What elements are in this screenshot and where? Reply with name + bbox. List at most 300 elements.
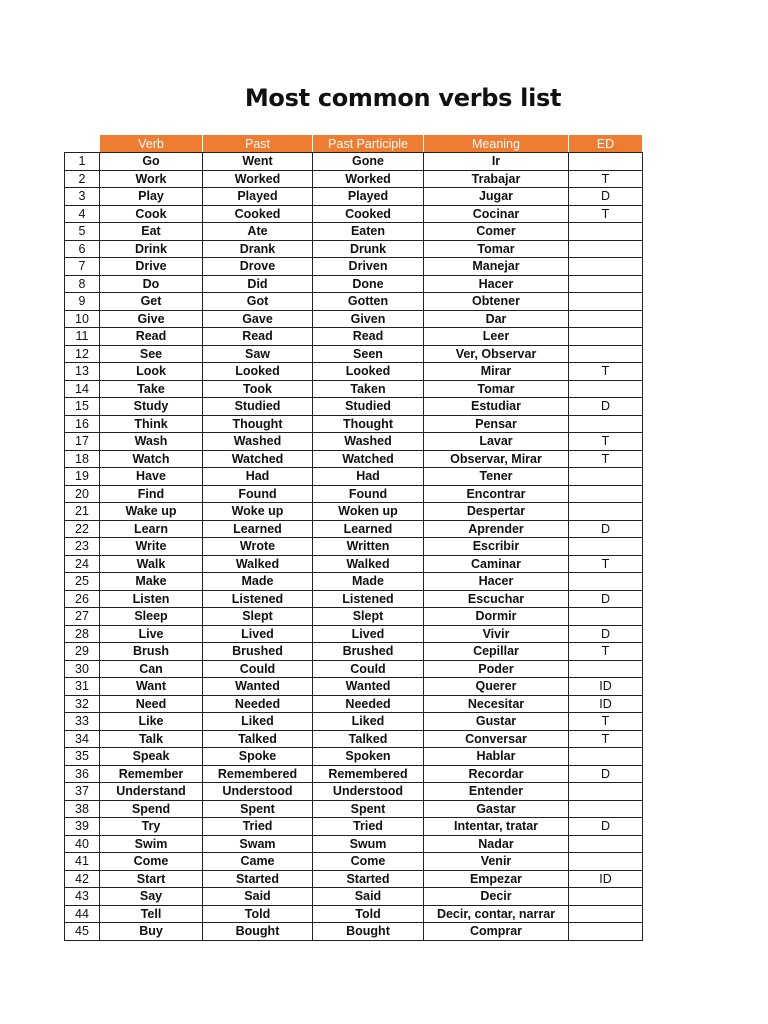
past-cell: Needed <box>203 695 313 713</box>
past-cell: Read <box>203 328 313 346</box>
ed-cell <box>569 853 643 871</box>
verb-cell: Wake up <box>100 503 203 521</box>
ed-cell: T <box>569 730 643 748</box>
ed-cell: D <box>569 520 643 538</box>
ed-cell: D <box>569 188 643 206</box>
table-header-row <box>65 135 643 153</box>
table-row <box>65 870 643 888</box>
row-number-cell: 34 <box>65 730 100 748</box>
meaning-cell: Entender <box>424 783 569 801</box>
past-participle-cell: Looked <box>313 363 424 381</box>
table-row <box>65 380 643 398</box>
row-number-cell: 22 <box>65 520 100 538</box>
verb-cell: Try <box>100 818 203 836</box>
ed-cell <box>569 310 643 328</box>
row-number-cell: 23 <box>65 538 100 556</box>
past-participle-cell: Told <box>313 905 424 923</box>
row-number-cell: 42 <box>65 870 100 888</box>
past-participle-cell: Spent <box>313 800 424 818</box>
ed-cell <box>569 345 643 363</box>
past-cell: Walked <box>203 555 313 573</box>
verb-cell: Have <box>100 468 203 486</box>
verb-cell: Listen <box>100 590 203 608</box>
verb-cell: Spend <box>100 800 203 818</box>
meaning-cell: Estudiar <box>424 398 569 416</box>
meaning-cell: Empezar <box>424 870 569 888</box>
row-number-cell: 35 <box>65 748 100 766</box>
past-cell: Worked <box>203 170 313 188</box>
ed-cell: D <box>569 625 643 643</box>
meaning-cell: Necesitar <box>424 695 569 713</box>
past-cell: Took <box>203 380 313 398</box>
past-cell: Liked <box>203 713 313 731</box>
past-participle-cell: Seen <box>313 345 424 363</box>
ed-cell <box>569 783 643 801</box>
past-participle-cell: Studied <box>313 398 424 416</box>
table-row <box>65 520 643 538</box>
ed-cell <box>569 153 643 171</box>
table-row <box>65 433 643 451</box>
meaning-cell: Intentar, tratar <box>424 818 569 836</box>
row-number-cell: 21 <box>65 503 100 521</box>
past-participle-cell: Liked <box>313 713 424 731</box>
meaning-cell: Hacer <box>424 275 569 293</box>
verb-cell: Make <box>100 573 203 591</box>
meaning-cell: Decir, contar, narrar <box>424 905 569 923</box>
verb-cell: Understand <box>100 783 203 801</box>
table-row <box>65 310 643 328</box>
meaning-cell: Encontrar <box>424 485 569 503</box>
meaning-cell: Poder <box>424 660 569 678</box>
past-cell: Said <box>203 888 313 906</box>
ed-cell <box>569 538 643 556</box>
past-cell: Saw <box>203 345 313 363</box>
meaning-cell: Recordar <box>424 765 569 783</box>
table-row <box>65 783 643 801</box>
ed-cell: ID <box>569 870 643 888</box>
past-participle-cell: Could <box>313 660 424 678</box>
past-cell: Looked <box>203 363 313 381</box>
past-participle-cell: Listened <box>313 590 424 608</box>
past-participle-cell: Come <box>313 853 424 871</box>
past-cell: Had <box>203 468 313 486</box>
meaning-cell: Manejar <box>424 258 569 276</box>
past-cell: Came <box>203 853 313 871</box>
row-number-cell: 37 <box>65 783 100 801</box>
verb-cell: Read <box>100 328 203 346</box>
past-participle-cell: Drunk <box>313 240 424 258</box>
verb-cell: Brush <box>100 643 203 661</box>
ed-cell <box>569 748 643 766</box>
ed-cell: ID <box>569 678 643 696</box>
meaning-cell: Hablar <box>424 748 569 766</box>
verb-cell: Sleep <box>100 608 203 626</box>
verb-cell: Think <box>100 415 203 433</box>
meaning-cell: Venir <box>424 853 569 871</box>
table-row <box>65 625 643 643</box>
table-row <box>65 713 643 731</box>
past-cell: Drove <box>203 258 313 276</box>
table-row <box>65 153 643 171</box>
table-row <box>65 573 643 591</box>
ed-cell <box>569 608 643 626</box>
past-cell: Bought <box>203 923 313 941</box>
verb-cell: Speak <box>100 748 203 766</box>
past-participle-cell: Thought <box>313 415 424 433</box>
past-cell: Went <box>203 153 313 171</box>
ed-cell <box>569 275 643 293</box>
past-participle-cell: Swum <box>313 835 424 853</box>
table-row <box>65 608 643 626</box>
table-row <box>65 643 643 661</box>
meaning-cell: Tomar <box>424 240 569 258</box>
verb-cell: Drink <box>100 240 203 258</box>
row-number-cell: 8 <box>65 275 100 293</box>
past-participle-cell: Wanted <box>313 678 424 696</box>
past-participle-cell: Spoken <box>313 748 424 766</box>
past-cell: Tried <box>203 818 313 836</box>
row-number-cell: 40 <box>65 835 100 853</box>
table-row <box>65 818 643 836</box>
table-row <box>65 923 643 941</box>
row-number-cell: 17 <box>65 433 100 451</box>
meaning-cell: Ir <box>424 153 569 171</box>
ed-cell <box>569 328 643 346</box>
verb-cell: Go <box>100 153 203 171</box>
past-participle-cell: Talked <box>313 730 424 748</box>
verb-cell: Work <box>100 170 203 188</box>
row-number-cell: 29 <box>65 643 100 661</box>
row-number-cell: 43 <box>65 888 100 906</box>
ed-cell <box>569 485 643 503</box>
table-row <box>65 275 643 293</box>
verb-cell: Do <box>100 275 203 293</box>
table-row <box>65 188 643 206</box>
row-number-cell: 20 <box>65 485 100 503</box>
ed-cell: T <box>569 433 643 451</box>
past-cell: Told <box>203 905 313 923</box>
past-cell: Found <box>203 485 313 503</box>
verb-cell: Tell <box>100 905 203 923</box>
table-row <box>65 905 643 923</box>
table-row <box>65 888 643 906</box>
table-row <box>65 485 643 503</box>
meaning-cell: Cocinar <box>424 205 569 223</box>
verb-cell: Buy <box>100 923 203 941</box>
table-row <box>65 415 643 433</box>
verb-cell: Can <box>100 660 203 678</box>
ed-cell: T <box>569 713 643 731</box>
ed-cell <box>569 660 643 678</box>
table-row <box>65 853 643 871</box>
past-participle-cell: Tried <box>313 818 424 836</box>
meaning-cell: Tener <box>424 468 569 486</box>
past-participle-cell: Washed <box>313 433 424 451</box>
verb-cell: Find <box>100 485 203 503</box>
past-cell: Wanted <box>203 678 313 696</box>
table-row <box>65 835 643 853</box>
past-participle-cell: Lived <box>313 625 424 643</box>
past-participle-cell: Slept <box>313 608 424 626</box>
past-cell: Started <box>203 870 313 888</box>
past-cell: Made <box>203 573 313 591</box>
verb-cell: Walk <box>100 555 203 573</box>
past-participle-cell: Cooked <box>313 205 424 223</box>
table-row <box>65 748 643 766</box>
table-row <box>65 695 643 713</box>
verb-cell: Watch <box>100 450 203 468</box>
past-cell: Played <box>203 188 313 206</box>
row-number-cell: 12 <box>65 345 100 363</box>
row-number-cell: 9 <box>65 293 100 311</box>
ed-cell: D <box>569 818 643 836</box>
verb-cell: Write <box>100 538 203 556</box>
verb-cell: Learn <box>100 520 203 538</box>
header-verb: Verb <box>100 135 203 153</box>
header-corner-cell <box>65 135 100 153</box>
verb-cell: See <box>100 345 203 363</box>
past-cell: Spoke <box>203 748 313 766</box>
past-cell: Studied <box>203 398 313 416</box>
row-number-cell: 16 <box>65 415 100 433</box>
table-row <box>65 363 643 381</box>
past-cell: Swam <box>203 835 313 853</box>
ed-cell <box>569 905 643 923</box>
past-participle-cell: Made <box>313 573 424 591</box>
row-number-cell: 45 <box>65 923 100 941</box>
table-row <box>65 800 643 818</box>
past-cell: Talked <box>203 730 313 748</box>
meaning-cell: Trabajar <box>424 170 569 188</box>
past-participle-cell: Started <box>313 870 424 888</box>
ed-cell <box>569 240 643 258</box>
meaning-cell: Pensar <box>424 415 569 433</box>
ed-cell: ID <box>569 695 643 713</box>
ed-cell: T <box>569 170 643 188</box>
meaning-cell: Tomar <box>424 380 569 398</box>
verb-cell: Say <box>100 888 203 906</box>
row-number-cell: 26 <box>65 590 100 608</box>
meaning-cell: Despertar <box>424 503 569 521</box>
meaning-cell: Escuchar <box>424 590 569 608</box>
past-participle-cell: Understood <box>313 783 424 801</box>
table-row <box>65 223 643 241</box>
meaning-cell: Ver, Observar <box>424 345 569 363</box>
page-title: Most common verbs list <box>244 84 562 112</box>
ed-cell <box>569 503 643 521</box>
table-row <box>65 293 643 311</box>
verb-cell: Need <box>100 695 203 713</box>
past-participle-cell: Had <box>313 468 424 486</box>
table-row <box>65 205 643 223</box>
ed-cell: T <box>569 450 643 468</box>
verb-cell: Get <box>100 293 203 311</box>
table-row <box>65 170 643 188</box>
row-number-cell: 5 <box>65 223 100 241</box>
row-number-cell: 13 <box>65 363 100 381</box>
meaning-cell: Obtener <box>424 293 569 311</box>
past-participle-cell: Needed <box>313 695 424 713</box>
table-row <box>65 468 643 486</box>
ed-cell <box>569 800 643 818</box>
past-cell: Ate <box>203 223 313 241</box>
verb-cell: Start <box>100 870 203 888</box>
ed-cell <box>569 380 643 398</box>
row-number-cell: 3 <box>65 188 100 206</box>
past-participle-cell: Learned <box>313 520 424 538</box>
past-cell: Did <box>203 275 313 293</box>
row-number-cell: 33 <box>65 713 100 731</box>
verb-cell: Give <box>100 310 203 328</box>
past-participle-cell: Watched <box>313 450 424 468</box>
past-cell: Gave <box>203 310 313 328</box>
row-number-cell: 18 <box>65 450 100 468</box>
past-cell: Slept <box>203 608 313 626</box>
ed-cell <box>569 573 643 591</box>
meaning-cell: Comprar <box>424 923 569 941</box>
past-participle-cell: Written <box>313 538 424 556</box>
table-row <box>65 538 643 556</box>
meaning-cell: Nadar <box>424 835 569 853</box>
ed-cell: T <box>569 363 643 381</box>
row-number-cell: 1 <box>65 153 100 171</box>
row-number-cell: 38 <box>65 800 100 818</box>
row-number-cell: 19 <box>65 468 100 486</box>
row-number-cell: 7 <box>65 258 100 276</box>
past-cell: Listened <box>203 590 313 608</box>
past-cell: Washed <box>203 433 313 451</box>
row-number-cell: 44 <box>65 905 100 923</box>
row-number-cell: 30 <box>65 660 100 678</box>
table-row <box>65 660 643 678</box>
meaning-cell: Escribir <box>424 538 569 556</box>
past-participle-cell: Eaten <box>313 223 424 241</box>
header-meaning: Meaning <box>424 135 569 153</box>
header-past: Past <box>203 135 313 153</box>
table-row <box>65 555 643 573</box>
meaning-cell: Hacer <box>424 573 569 591</box>
past-cell: Could <box>203 660 313 678</box>
table-body <box>65 153 643 941</box>
ed-cell <box>569 223 643 241</box>
table-row <box>65 398 643 416</box>
table-row <box>65 678 643 696</box>
ed-cell <box>569 835 643 853</box>
meaning-cell: Jugar <box>424 188 569 206</box>
meaning-cell: Lavar <box>424 433 569 451</box>
past-cell: Wrote <box>203 538 313 556</box>
verb-cell: Live <box>100 625 203 643</box>
past-participle-cell: Remembered <box>313 765 424 783</box>
past-participle-cell: Done <box>313 275 424 293</box>
meaning-cell: Dar <box>424 310 569 328</box>
meaning-cell: Leer <box>424 328 569 346</box>
past-participle-cell: Taken <box>313 380 424 398</box>
row-number-cell: 4 <box>65 205 100 223</box>
verb-cell: Like <box>100 713 203 731</box>
past-cell: Got <box>203 293 313 311</box>
ed-cell <box>569 888 643 906</box>
verb-cell: Come <box>100 853 203 871</box>
verb-cell: Swim <box>100 835 203 853</box>
meaning-cell: Querer <box>424 678 569 696</box>
verb-cell: Drive <box>100 258 203 276</box>
past-cell: Thought <box>203 415 313 433</box>
ed-cell: T <box>569 205 643 223</box>
ed-cell <box>569 293 643 311</box>
meaning-cell: Mirar <box>424 363 569 381</box>
row-number-cell: 15 <box>65 398 100 416</box>
past-cell: Drank <box>203 240 313 258</box>
ed-cell: D <box>569 398 643 416</box>
table-row <box>65 240 643 258</box>
past-cell: Spent <box>203 800 313 818</box>
past-participle-cell: Read <box>313 328 424 346</box>
past-participle-cell: Given <box>313 310 424 328</box>
row-number-cell: 24 <box>65 555 100 573</box>
past-participle-cell: Worked <box>313 170 424 188</box>
header-ed: ED <box>569 135 643 153</box>
ed-cell <box>569 923 643 941</box>
past-participle-cell: Driven <box>313 258 424 276</box>
past-cell: Cooked <box>203 205 313 223</box>
verb-cell: Look <box>100 363 203 381</box>
row-number-cell: 31 <box>65 678 100 696</box>
past-cell: Watched <box>203 450 313 468</box>
ed-cell <box>569 415 643 433</box>
row-number-cell: 41 <box>65 853 100 871</box>
table-row <box>65 503 643 521</box>
past-participle-cell: Gotten <box>313 293 424 311</box>
verb-cell: Study <box>100 398 203 416</box>
table-row <box>65 450 643 468</box>
row-number-cell: 10 <box>65 310 100 328</box>
past-cell: Lived <box>203 625 313 643</box>
ed-cell: T <box>569 643 643 661</box>
meaning-cell: Vivir <box>424 625 569 643</box>
ed-cell: D <box>569 590 643 608</box>
meaning-cell: Aprender <box>424 520 569 538</box>
row-number-cell: 2 <box>65 170 100 188</box>
meaning-cell: Cepillar <box>424 643 569 661</box>
past-participle-cell: Said <box>313 888 424 906</box>
meaning-cell: Observar, Mirar <box>424 450 569 468</box>
past-cell: Brushed <box>203 643 313 661</box>
row-number-cell: 36 <box>65 765 100 783</box>
past-participle-cell: Woken up <box>313 503 424 521</box>
row-number-cell: 28 <box>65 625 100 643</box>
row-number-cell: 6 <box>65 240 100 258</box>
table-row <box>65 730 643 748</box>
meaning-cell: Comer <box>424 223 569 241</box>
row-number-cell: 11 <box>65 328 100 346</box>
verb-cell: Talk <box>100 730 203 748</box>
meaning-cell: Dormir <box>424 608 569 626</box>
ed-cell: T <box>569 555 643 573</box>
verb-cell: Take <box>100 380 203 398</box>
row-number-cell: 27 <box>65 608 100 626</box>
table-row <box>65 328 643 346</box>
past-participle-cell: Found <box>313 485 424 503</box>
verb-cell: Wash <box>100 433 203 451</box>
row-number-cell: 39 <box>65 818 100 836</box>
past-participle-cell: Walked <box>313 555 424 573</box>
past-cell: Remembered <box>203 765 313 783</box>
meaning-cell: Caminar <box>424 555 569 573</box>
verb-cell: Remember <box>100 765 203 783</box>
row-number-cell: 32 <box>65 695 100 713</box>
row-number-cell: 25 <box>65 573 100 591</box>
